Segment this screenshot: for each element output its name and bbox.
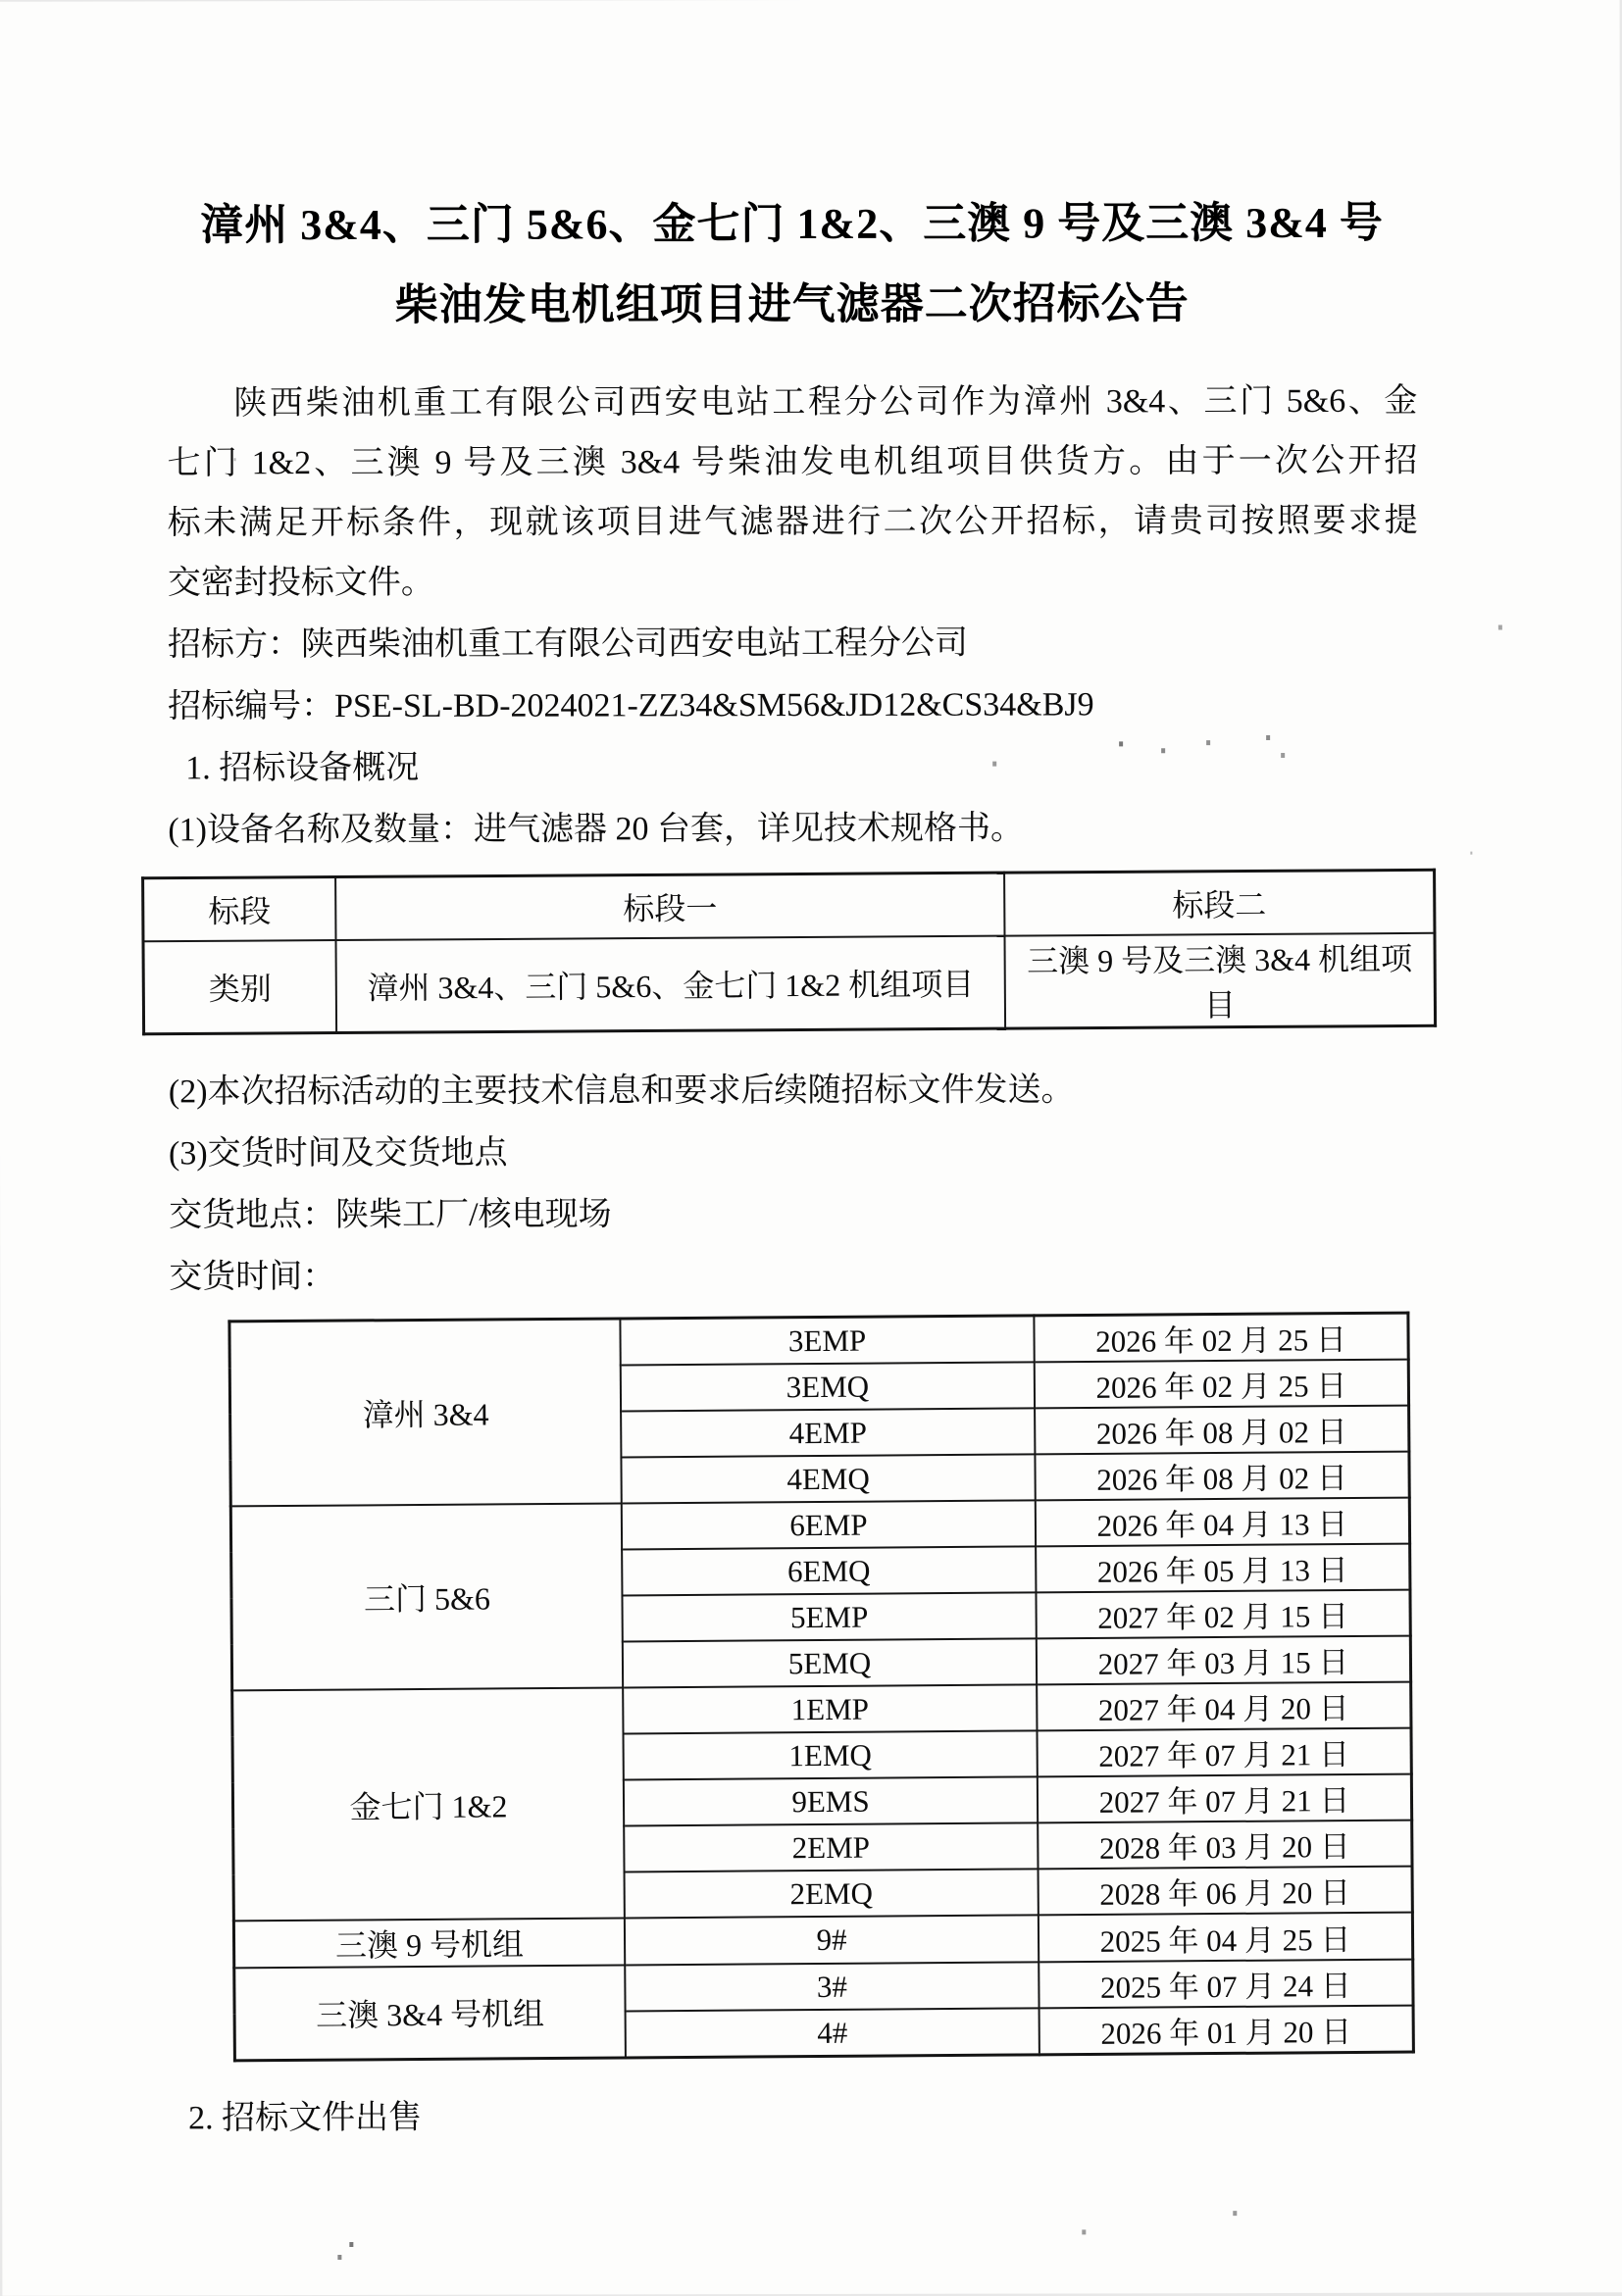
date-cell: 2026 年 08 月 02 日 — [1035, 1406, 1409, 1455]
tenderer-line: 招标方：陕西柴油机重工有限公司西安电站工程分公司 — [167, 624, 968, 664]
date-cell: 2027 年 04 月 20 日 — [1037, 1682, 1411, 1731]
unit-cell: 3EMP — [620, 1316, 1034, 1366]
intro-line: 标未满足开标条件，现就该项目进气滤器进行二次公开招标，请贵司按照要求提 — [167, 502, 1418, 542]
date-cell: 2025 年 04 月 25 日 — [1039, 1913, 1413, 1963]
lot-col1-header-cell: 标段一 — [335, 873, 1004, 940]
group-cell: 三门 5&6 — [230, 1503, 623, 1690]
intro-line: 交密封投标文件。 — [167, 564, 434, 602]
delivery-time-label: 交货时间： — [169, 1259, 336, 1296]
intro-line: 七门 1&2、三澳 9 号及三澳 3&4 号柴油发电机组项目供货方。由于一次公开招 — [167, 442, 1418, 482]
lot2-cell: 三澳 9 号及三澳 3&4 机组项目 — [1004, 933, 1435, 1028]
unit-cell: 5EMP — [622, 1592, 1036, 1641]
tech-info-line: (2)本次招标活动的主要技术信息和要求后续随招标文件发送。 — [168, 1072, 1075, 1111]
table-row — [233, 1913, 1412, 1969]
lot-table-header-row — [143, 870, 1435, 941]
document-content — [167, 183, 1421, 2149]
lot-row-label-cell: 类别 — [143, 940, 336, 1034]
date-cell: 2027 年 03 月 15 日 — [1037, 1636, 1411, 1685]
unit-cell: 2EMQ — [625, 1869, 1039, 1918]
unit-cell: 3# — [625, 1962, 1039, 2011]
unit-cell: 4EMP — [621, 1408, 1035, 1457]
date-cell: 2028 年 03 月 20 日 — [1038, 1821, 1412, 1870]
unit-cell: 3EMQ — [621, 1362, 1035, 1411]
lot-table-data-row — [143, 933, 1436, 1034]
delivery-table — [228, 1312, 1415, 2063]
date-cell: 2027 年 02 月 15 日 — [1036, 1590, 1410, 1639]
unit-cell: 2EMP — [624, 1822, 1038, 1872]
title-line-1: 漳州 3&4、三门 5&6、金七门 1&2、三澳 9 号及三澳 3&4 号 — [200, 198, 1384, 250]
date-cell: 2028 年 06 月 20 日 — [1039, 1867, 1413, 1916]
group-cell: 漳州 3&4 — [229, 1319, 622, 1506]
section-2-heading: 2. 招标文件出售 — [188, 2099, 423, 2137]
group-cell: 三澳 9 号机组 — [233, 1918, 625, 1968]
delivery-place-line: 交货地点：陕柴工厂/核电现场 — [169, 1196, 612, 1234]
date-cell: 2025 年 07 月 24 日 — [1039, 1960, 1413, 2009]
unit-cell: 9# — [625, 1915, 1039, 1965]
intro-paragraph — [167, 372, 1418, 614]
unit-cell: 9EMS — [624, 1776, 1038, 1825]
date-cell: 2026 年 08 月 02 日 — [1035, 1452, 1409, 1501]
lot-col2-header-cell: 标段二 — [1004, 870, 1435, 935]
unit-cell: 1EMQ — [623, 1730, 1037, 1779]
lot-table — [141, 869, 1437, 1036]
delivery-time-place-heading: (3)交货时间及交货地点 — [168, 1134, 508, 1173]
lot-col0-header-cell: 标段 — [143, 877, 336, 942]
date-cell: 2026 年 02 月 25 日 — [1035, 1360, 1409, 1409]
title-line-2: 柴油发电机组项目进气滤器二次招标公告 — [394, 279, 1190, 329]
unit-cell: 1EMP — [623, 1684, 1037, 1733]
date-cell: 2026 年 02 月 25 日 — [1034, 1313, 1408, 1362]
unit-cell: 4EMQ — [621, 1454, 1035, 1503]
unit-cell: 5EMQ — [623, 1638, 1037, 1687]
document-title — [167, 183, 1417, 347]
tender-number-line: 招标编号：PSE-SL-BD-2024021-ZZ34&SM56&JD12&CS34&BJ9 — [168, 686, 1094, 725]
date-cell: 2026 年 04 月 13 日 — [1036, 1498, 1410, 1547]
lot1-cell: 漳州 3&4、三门 5&6、金七门 1&2 机组项目 — [335, 936, 1005, 1033]
group-cell: 三澳 3&4 号机组 — [234, 1965, 626, 2060]
date-cell: 2026 年 05 月 13 日 — [1036, 1544, 1410, 1593]
group-cell: 金七门 1&2 — [232, 1687, 625, 1921]
unit-cell: 4# — [626, 2008, 1039, 2058]
date-cell: 2027 年 07 月 21 日 — [1038, 1774, 1412, 1823]
unit-cell: 6EMP — [622, 1500, 1036, 1549]
date-cell: 2027 年 07 月 21 日 — [1037, 1728, 1411, 1777]
section-1-heading: 1. 招标设备概况 — [185, 749, 420, 787]
intro-line: 陕西柴油机重工有限公司西安电站工程分公司作为漳州 3&4、三门 5&6、金 — [233, 382, 1418, 423]
equipment-name-quantity-line: (1)设备名称及数量：进气滤器 20 台套，详见技术规格书。 — [168, 810, 1025, 849]
unit-cell: 6EMQ — [622, 1546, 1036, 1595]
date-cell: 2026 年 01 月 20 日 — [1039, 2006, 1414, 2055]
